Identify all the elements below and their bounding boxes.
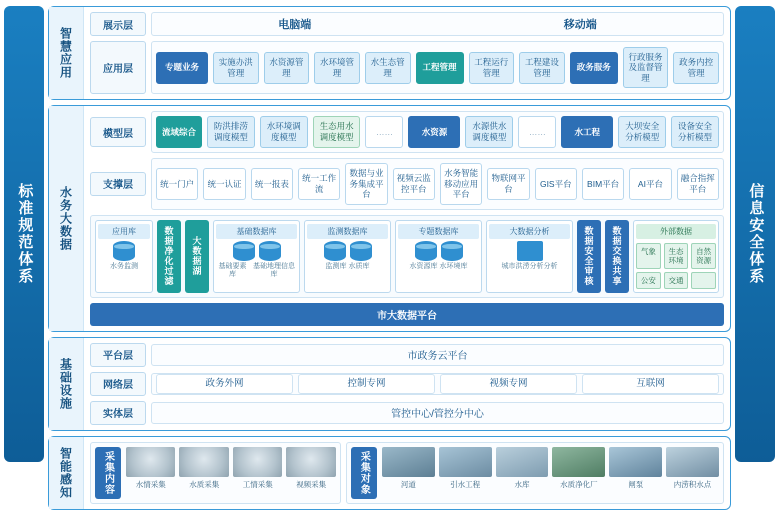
app-item-eng-operation[interactable]: 工程运行管理: [469, 52, 515, 84]
database-icon: [441, 241, 463, 261]
external-data-head: 外部数据: [636, 224, 716, 239]
entity-layer-label: 实体层: [90, 401, 146, 425]
application-layer-label: 应用层: [90, 41, 146, 94]
model-group-basin-dots: ……: [365, 116, 403, 148]
display-layer-row: [90, 12, 724, 36]
camera-icon: [286, 447, 335, 477]
app-group-gov-head[interactable]: 政务服务: [570, 52, 618, 84]
support-item-mobile[interactable]: 水务智能移动应用平台: [440, 163, 482, 205]
object-gate-pump-label: 闸泵: [628, 479, 644, 489]
collect-water-quality[interactable]: [179, 447, 228, 499]
object-reservoir-label: 水库: [514, 479, 530, 489]
support-item-portal[interactable]: 统一门户: [156, 168, 198, 200]
basic-db-cap-2: 基础地理信息库: [252, 262, 295, 279]
band-title-perception: 智能感知: [49, 437, 84, 509]
app-store-head: 应用库: [98, 224, 150, 239]
band-smart-application: [48, 6, 731, 100]
support-item-bim[interactable]: BIM平台: [582, 168, 624, 200]
chart-icon: [517, 241, 543, 261]
data-safe-check-block[interactable]: 数据安全审核: [577, 220, 601, 293]
network-item-video[interactable]: 视频专网: [440, 374, 577, 394]
support-item-workflow[interactable]: 统一工作流: [298, 168, 340, 200]
collection-object-box: [346, 442, 724, 504]
model-item-dam-safety[interactable]: 大坝安全分析模型: [618, 116, 666, 148]
support-item-auth[interactable]: 统一认证: [203, 168, 245, 200]
object-river[interactable]: [382, 447, 435, 499]
bigdata-analysis-head: 大数据分析: [489, 224, 570, 239]
bigdata-analysis-cap: 城市洪涝分析分析: [501, 262, 558, 270]
band-title-smart-application: 智慧应用: [49, 7, 84, 99]
app-item-eng-construction[interactable]: 工程建设管理: [519, 52, 565, 84]
collect-water-level[interactable]: [126, 447, 175, 499]
database-icon: [324, 241, 346, 261]
object-river-label: 河道: [400, 479, 416, 489]
app-item-water-eco[interactable]: 水生态管理: [365, 52, 411, 84]
model-item-device-safety[interactable]: 设备安全分析模型: [671, 116, 719, 148]
database-icon: [415, 241, 437, 261]
external-item-natural-resource[interactable]: 自然资源: [691, 243, 716, 269]
external-data-col: [633, 220, 719, 293]
monitor-db-col[interactable]: [304, 220, 391, 293]
model-group-resource-head[interactable]: 水资源: [408, 116, 460, 148]
database-icon: [113, 241, 135, 261]
external-item-eco-env[interactable]: 生态环境: [664, 243, 689, 269]
gate-pump-photo: [609, 447, 662, 477]
collect-water-level-label: 水情采集: [135, 479, 166, 489]
platform-layer-label: 平台层: [90, 343, 146, 367]
support-item-gis[interactable]: GIS平台: [535, 168, 577, 200]
object-waterlogging-point[interactable]: [666, 447, 719, 499]
model-group-basin-head[interactable]: 流域综合: [156, 116, 202, 148]
collect-engineering-label: 工情采集: [242, 479, 273, 489]
object-diversion-label: 引水工程: [450, 479, 481, 489]
reservoir-photo: [496, 447, 549, 477]
collect-video[interactable]: [286, 447, 335, 499]
model-item-eco-dispatch[interactable]: 生态用水调度模型: [313, 116, 361, 148]
model-group-engineering-head[interactable]: 水工程: [561, 116, 613, 148]
object-gate-pump[interactable]: [609, 447, 662, 499]
thematic-db-cap-1: 水资源库: [409, 262, 438, 270]
monitor-db-head: 监测数据库: [307, 224, 388, 239]
network-item-gov[interactable]: 政务外网: [156, 374, 293, 394]
band-infrastructure: [48, 337, 731, 431]
center-column: [48, 6, 731, 499]
external-item-blank[interactable]: [691, 272, 716, 289]
display-layer-label: 展示层: [90, 12, 146, 36]
display-item-pc[interactable]: 电脑端: [278, 19, 312, 31]
basic-db-cap-1: 基础要素库: [218, 262, 247, 279]
support-layer-label: 支撑层: [90, 172, 146, 196]
basic-db-head: 基础数据库: [216, 224, 297, 239]
river-photo: [382, 447, 435, 477]
data-area: [90, 215, 724, 298]
entity-layer-value[interactable]: 管控中心/管控分中心: [151, 402, 724, 424]
object-treatment-plant-label: 水质净化厂: [560, 479, 598, 489]
probe-icon: [179, 447, 228, 477]
object-treatment-plant[interactable]: [552, 447, 605, 499]
network-layer-row: [90, 372, 724, 396]
model-item-supply-dispatch[interactable]: 水源供水调度模型: [465, 116, 513, 148]
object-reservoir[interactable]: [496, 447, 549, 499]
support-item-report[interactable]: 统一报表: [251, 168, 293, 200]
thematic-db-col[interactable]: [395, 220, 482, 293]
monitor-db-cap-1: 监测库: [325, 262, 347, 270]
app-store-col[interactable]: [95, 220, 153, 293]
display-layer-items: [151, 12, 724, 36]
right-pillar-security: 信息安全体系: [735, 6, 775, 462]
treatment-plant-photo: [552, 447, 605, 477]
app-item-gov-service[interactable]: 行政服务及监督管理: [623, 47, 669, 89]
support-layer-row: [90, 158, 724, 210]
support-item-integration[interactable]: 数据与业务集成平台: [345, 163, 387, 205]
collection-object-label: 采集对象: [351, 447, 377, 499]
data-filter-block[interactable]: 数据净化过滤: [157, 220, 181, 293]
app-item-water-resource[interactable]: 水资源管理: [264, 52, 310, 84]
city-bigdata-platform-bar: 市大数据平台: [90, 303, 724, 326]
model-item-flood-dispatch[interactable]: 防洪排涝调度模型: [207, 116, 255, 148]
display-item-mobile[interactable]: 移动端: [563, 19, 597, 31]
data-lake-block[interactable]: 大数据湖: [185, 220, 209, 293]
collect-video-label: 视频采集: [296, 479, 327, 489]
external-item-police[interactable]: 公安: [636, 272, 661, 289]
application-layer-row: [90, 41, 724, 94]
support-item-command[interactable]: 融合指挥平台: [677, 168, 719, 200]
platform-layer-value[interactable]: 市政务云平台: [151, 344, 724, 366]
support-item-ai[interactable]: AI平台: [629, 168, 671, 200]
app-item-water-env[interactable]: 水环境管理: [314, 52, 360, 84]
external-item-transport[interactable]: 交通: [664, 272, 689, 289]
band-title-bigdata: 水务大数据: [49, 106, 84, 331]
support-item-video-cloud[interactable]: 视频云监控平台: [393, 168, 435, 200]
monitor-db-cap-2: 水质库: [348, 262, 370, 270]
app-store-cap: 水务监测: [110, 262, 138, 270]
model-group-resource-dots: ……: [518, 116, 556, 148]
data-exchange-block[interactable]: 数据交换共享: [605, 220, 629, 293]
external-item-meteorology[interactable]: 气象: [636, 243, 661, 269]
thematic-db-cap-2: 水环境库: [439, 262, 468, 270]
basic-db-col[interactable]: [213, 220, 300, 293]
network-layer-label: 网络层: [90, 372, 146, 396]
app-item-flood[interactable]: 实施办洪管理: [213, 52, 259, 84]
database-icon: [350, 241, 372, 261]
network-item-internet[interactable]: 互联网: [582, 374, 719, 394]
gauge-icon: [233, 447, 282, 477]
object-waterlogging-label: 内涝积水点: [673, 479, 712, 489]
left-pillar-standards: 标准规范体系: [4, 6, 44, 462]
band-water-bigdata: [48, 105, 731, 332]
diversion-photo: [439, 447, 492, 477]
app-group-engineering-head[interactable]: 工程管理: [416, 52, 464, 84]
app-group-thematic-head[interactable]: 专题业务: [156, 52, 208, 84]
thematic-db-head: 专题数据库: [398, 224, 479, 239]
model-layer-groups: [151, 111, 724, 153]
band-title-infrastructure: 基础设施: [49, 338, 84, 430]
collection-content-label: 采集内容: [95, 447, 121, 499]
app-item-gov-control[interactable]: 政务内控管理: [673, 52, 719, 84]
bigdata-analysis-col[interactable]: [486, 220, 573, 293]
collect-engineering[interactable]: [233, 447, 282, 499]
model-layer-label: [90, 117, 146, 147]
database-icon: [233, 241, 255, 261]
model-layer-label-text: 模型层: [103, 128, 133, 140]
collection-content-box: [90, 442, 341, 504]
entity-layer-row: [90, 401, 724, 425]
network-item-control[interactable]: 控制专网: [298, 374, 435, 394]
database-icon: [259, 241, 281, 261]
network-layer-items: [151, 373, 724, 395]
collect-water-quality-label: 水质采集: [189, 479, 220, 489]
support-layer-items: [151, 158, 724, 210]
model-layer-row: [90, 111, 724, 153]
band-smart-perception: [48, 436, 731, 510]
waterlogging-photo: [666, 447, 719, 477]
support-item-iot[interactable]: 物联网平台: [487, 168, 529, 200]
object-diversion[interactable]: [439, 447, 492, 499]
application-layer-groups: [151, 41, 724, 94]
sensor-icon: [126, 447, 175, 477]
platform-layer-row: [90, 343, 724, 367]
model-item-env-dispatch[interactable]: 水环境调度模型: [260, 116, 308, 148]
